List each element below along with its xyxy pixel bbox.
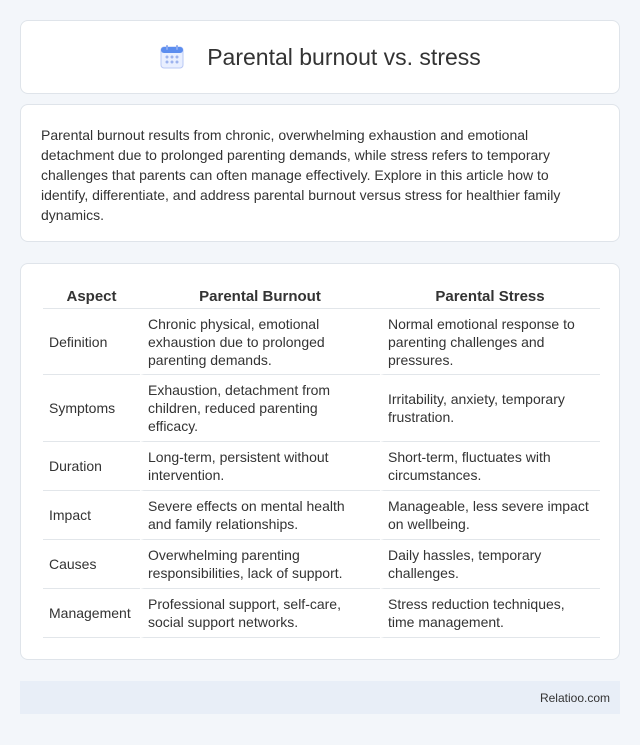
header-stress: Parental Stress [380, 280, 600, 309]
aspect-cell: Causes [43, 540, 140, 589]
aspect-cell: Management [43, 589, 140, 638]
stress-cell: Stress reduction techniques, time management. [380, 589, 600, 638]
burnout-cell: Professional support, self-care, social support networks. [140, 589, 380, 638]
table-row [43, 375, 600, 442]
header-aspect: Aspect [43, 280, 140, 309]
burnout-cell: Severe effects on mental health and family relationships. [140, 491, 380, 540]
table-row [43, 309, 600, 375]
aspect-cell: Definition [43, 309, 140, 375]
header-burnout: Parental Burnout [140, 280, 380, 309]
aspect-cell: Impact [43, 491, 140, 540]
table-row [43, 442, 600, 491]
stress-cell: Short-term, fluctuates with circumstances. [380, 442, 600, 491]
title-card [20, 20, 620, 94]
table-row [43, 589, 600, 638]
stress-cell: Daily hassles, temporary challenges. [380, 540, 600, 589]
aspect-cell: Symptoms [43, 375, 140, 442]
table-row [43, 491, 600, 540]
aspect-cell: Duration [43, 442, 140, 491]
burnout-cell: Long-term, persistent without intervention. [140, 442, 380, 491]
burnout-cell: Overwhelming parenting responsibilities, lack of support. [140, 540, 380, 589]
stress-cell: Normal emotional response to parenting challenges and pressures. [380, 309, 600, 375]
burnout-cell: Exhaustion, detachment from children, reduced parenting efficacy. [140, 375, 380, 442]
stress-cell: Manageable, less severe impact on wellbeing. [380, 491, 600, 540]
calendar-icon [159, 44, 185, 70]
intro-card [20, 104, 620, 242]
burnout-cell: Chronic physical, emotional exhaustion due to prolonged parenting demands. [140, 309, 380, 375]
comparison-card [20, 263, 620, 660]
footer-site-name: Relatioo.com [539, 690, 610, 705]
footer [20, 681, 620, 714]
page-title: Parental burnout vs. stress [207, 43, 481, 70]
table-row [43, 540, 600, 589]
table-header-row [43, 280, 600, 309]
intro-paragraph: Parental burnout results from chronic, overwhelming exhaustion and emotional detachment due to prolonged parenting demands, while stress refers to temporary challenges that parents can often manage effectively. Explore in this article how to identify, differentiate, and address parental burnout versus stress for healthier family dynamics. [41, 127, 561, 223]
stress-cell: Irritability, anxiety, temporary frustration. [380, 375, 600, 442]
comparison-table [43, 280, 600, 638]
